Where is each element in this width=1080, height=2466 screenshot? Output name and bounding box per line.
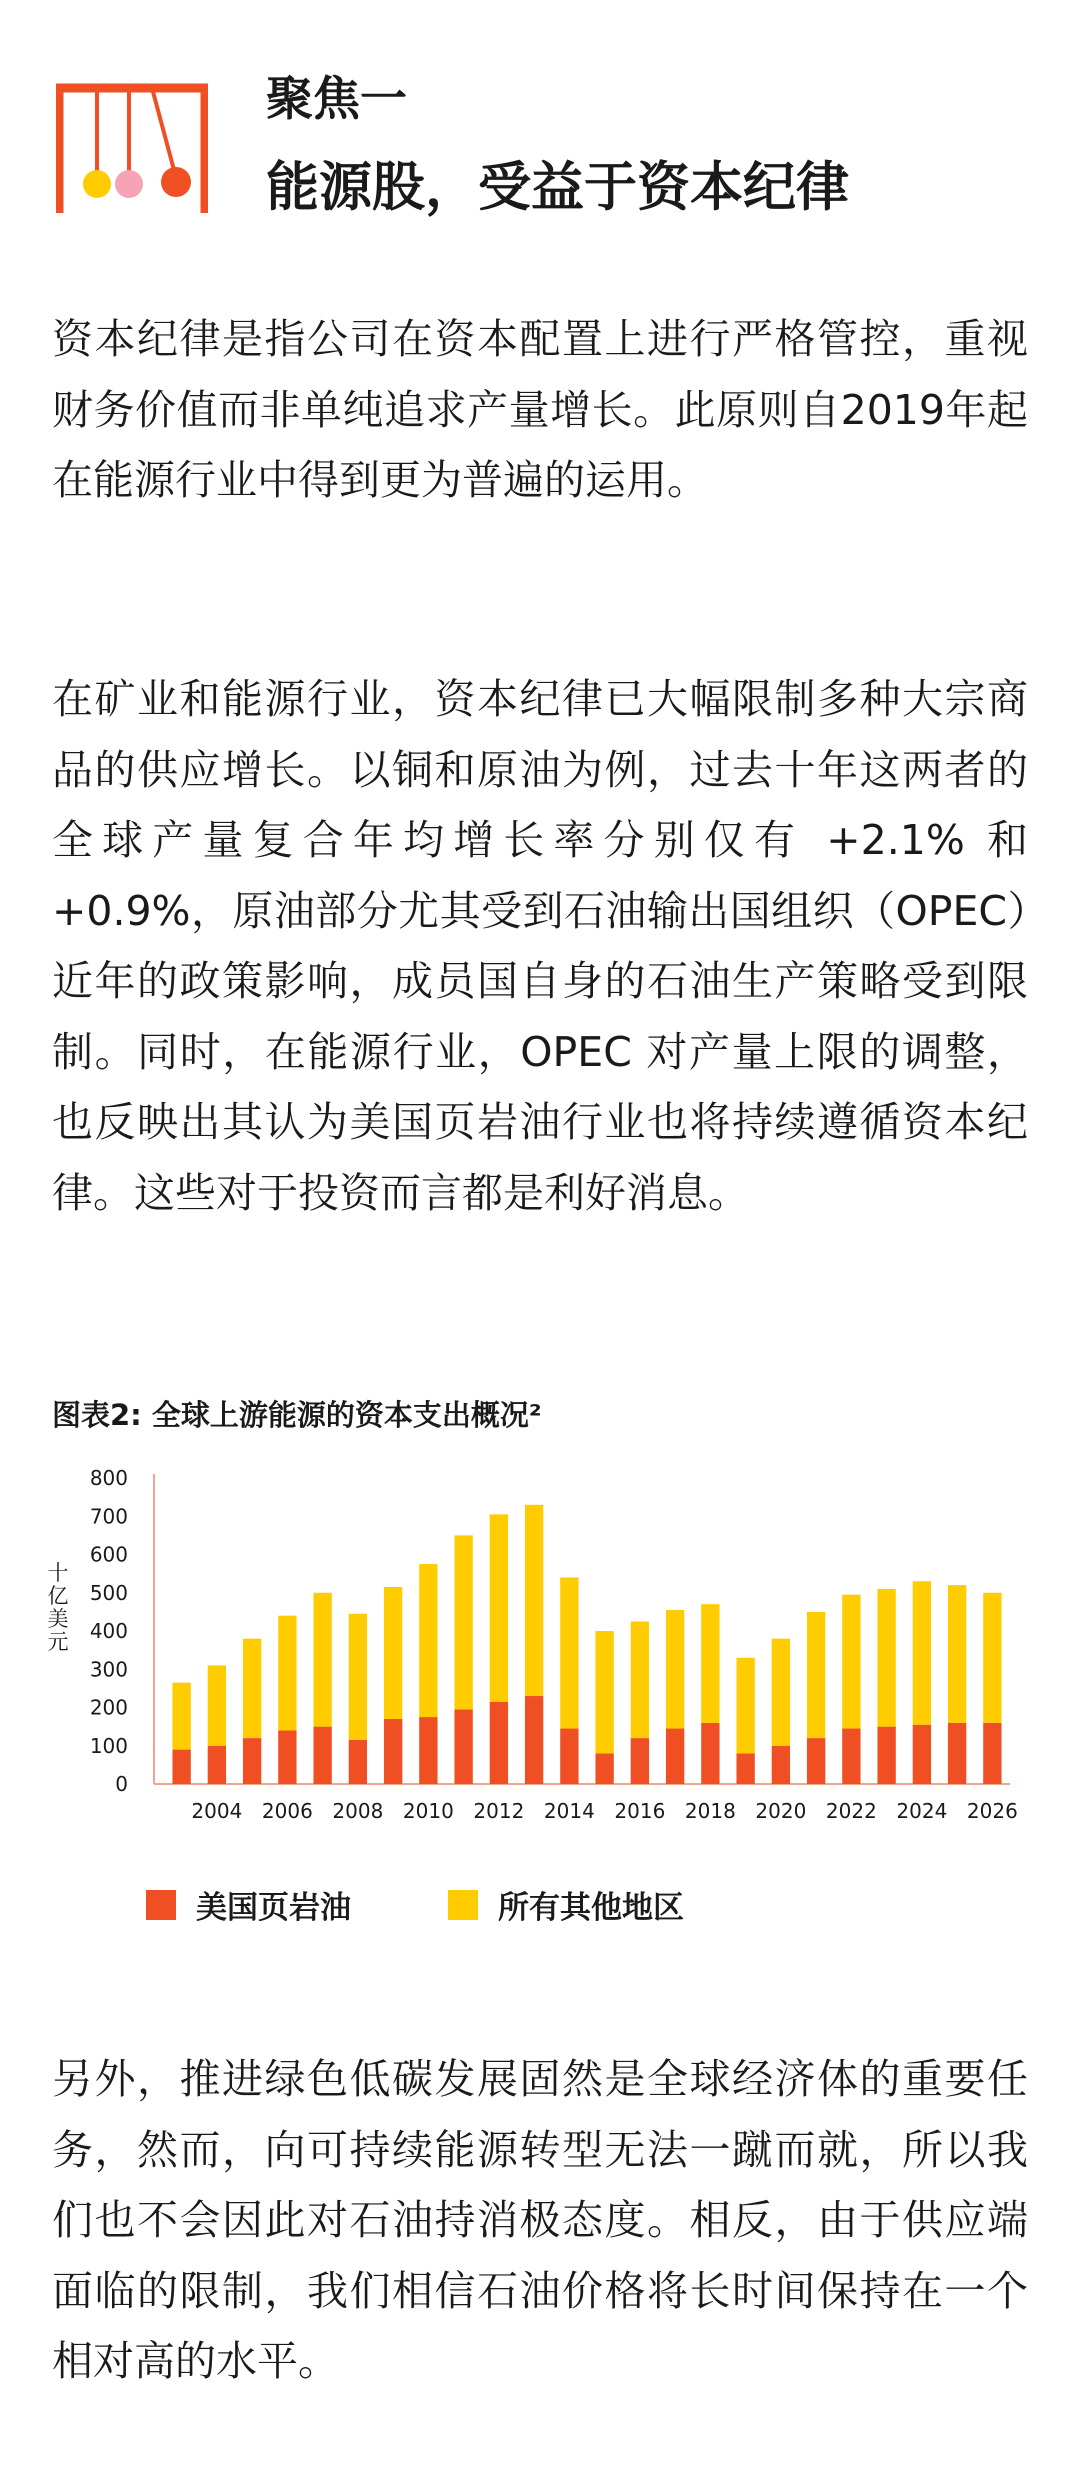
bar-other-regions bbox=[560, 1577, 578, 1728]
paragraph-capital-discipline: 资本纪律是指公司在资本配置上进行严格管控，重视财务价值而非单纯追求产量增长。此原则自2019年起在能源行业中得到更为普遍的运用。 bbox=[52, 315, 1028, 504]
bar-other-regions bbox=[525, 1505, 543, 1696]
bar-us-shale bbox=[560, 1729, 578, 1784]
bar-other-regions bbox=[278, 1616, 296, 1731]
bar-other-regions bbox=[701, 1604, 719, 1723]
bar-other-regions bbox=[948, 1585, 966, 1723]
y-tick-label: 0 bbox=[115, 1772, 128, 1796]
bar-us-shale bbox=[419, 1717, 437, 1784]
bar-other-regions bbox=[349, 1614, 367, 1740]
bar-us-shale bbox=[983, 1723, 1001, 1784]
legend-swatch-other-regions bbox=[448, 1890, 478, 1920]
x-tick-label: 2006 bbox=[261, 1799, 313, 1823]
bar-us-shale bbox=[454, 1709, 472, 1784]
bar-us-shale bbox=[490, 1702, 508, 1784]
bar-other-regions bbox=[736, 1658, 754, 1754]
y-tick-label: 300 bbox=[89, 1657, 128, 1682]
bar-us-shale bbox=[913, 1725, 931, 1784]
y-tick-label: 400 bbox=[89, 1619, 128, 1643]
bar-other-regions bbox=[419, 1564, 437, 1717]
y-tick-label: 800 bbox=[89, 1468, 128, 1490]
bar-us-shale bbox=[842, 1729, 860, 1784]
capex-bar-chart bbox=[40, 1468, 1040, 1848]
bar-other-regions bbox=[172, 1683, 190, 1750]
legend-label-other-regions: 所有其他地区 bbox=[498, 1890, 684, 1926]
bar-us-shale bbox=[736, 1753, 754, 1784]
x-tick-label: 2020 bbox=[755, 1799, 807, 1823]
bar-other-regions bbox=[631, 1621, 649, 1738]
chart-title: 图表2: 全球上游能源的资本支出概况² bbox=[52, 1398, 542, 1432]
bar-other-regions bbox=[313, 1593, 331, 1727]
x-tick-label: 2004 bbox=[191, 1799, 243, 1823]
bar-us-shale bbox=[701, 1723, 719, 1784]
bar-other-regions bbox=[807, 1612, 825, 1738]
y-tick-label: 100 bbox=[89, 1733, 128, 1758]
bar-us-shale bbox=[666, 1729, 684, 1784]
section-heading bbox=[266, 60, 849, 228]
legend-item-us-shale bbox=[146, 1882, 351, 1927]
bar-us-shale bbox=[772, 1746, 790, 1784]
x-tick-label: 2012 bbox=[473, 1799, 525, 1823]
y-tick-label: 700 bbox=[89, 1504, 128, 1529]
bar-us-shale bbox=[631, 1738, 649, 1784]
bar-other-regions bbox=[983, 1593, 1001, 1723]
x-tick-label: 2022 bbox=[825, 1799, 877, 1823]
bar-us-shale bbox=[877, 1727, 895, 1784]
x-tick-label: 2024 bbox=[896, 1799, 948, 1823]
bar-other-regions bbox=[842, 1595, 860, 1729]
y-tick-label: 600 bbox=[89, 1542, 128, 1567]
x-tick-label: 2014 bbox=[543, 1799, 595, 1823]
x-tick-label: 2010 bbox=[402, 1799, 454, 1823]
bar-other-regions bbox=[490, 1514, 508, 1701]
bar-other-regions bbox=[666, 1610, 684, 1729]
section-kicker: 聚焦一 bbox=[266, 72, 407, 127]
bar-other-regions bbox=[877, 1589, 895, 1727]
legend-label-us-shale: 美国页岩油 bbox=[196, 1890, 351, 1926]
y-tick-label: 200 bbox=[89, 1695, 128, 1720]
bar-other-regions bbox=[208, 1665, 226, 1745]
bar-us-shale bbox=[172, 1750, 190, 1784]
bar-us-shale bbox=[807, 1738, 825, 1784]
paragraph-green-transition: 另外，推进绿色低碳发展固然是全球经济体的重要任务，然而，向可持续能源转型无法一蹴而就，所以我们也不会因此对石油持消极态度。相反，由于供应端面临的限制，我们相信石油价格将长时间保持在一个相对高的水平。 bbox=[52, 2055, 1028, 2385]
bar-other-regions bbox=[772, 1639, 790, 1746]
x-tick-label: 2016 bbox=[614, 1799, 666, 1823]
x-tick-label: 2026 bbox=[966, 1799, 1018, 1823]
legend-swatch-us-shale bbox=[146, 1890, 176, 1920]
bar-us-shale bbox=[278, 1730, 296, 1784]
x-tick-label: 2008 bbox=[332, 1799, 384, 1823]
bar-us-shale bbox=[595, 1753, 613, 1784]
newtons-cradle-icon bbox=[56, 82, 208, 216]
paragraph-supply-growth: 在矿业和能源行业，资本纪律已大幅限制多种大宗商品的供应增长。以铜和原油为例，过去十年这两者的全球产量复合年均增长率分别仅有 +2.1% 和 +0.9%，原油部分尤其受到石油输出国组织（OPEC）近年的政策影响，成员国自身的石油生产策略受到限制。同时，在能源行业，OPEC 对产量上限的调整，也反映出其认为美国页岩油行业也将持续遵循资本纪律。这些对于投资而言都是利好消息。 bbox=[52, 675, 1028, 1217]
y-tick-label: 500 bbox=[89, 1580, 128, 1605]
legend-item-other-regions bbox=[448, 1882, 684, 1927]
bar-us-shale bbox=[384, 1719, 402, 1784]
bar-us-shale bbox=[208, 1746, 226, 1784]
x-tick-label: 2018 bbox=[684, 1799, 736, 1823]
bar-other-regions bbox=[913, 1581, 931, 1724]
bar-us-shale bbox=[948, 1723, 966, 1784]
bar-us-shale bbox=[349, 1740, 367, 1784]
y-axis-label: 十亿美元 bbox=[47, 1561, 69, 1654]
bar-other-regions bbox=[595, 1631, 613, 1753]
bar-us-shale bbox=[525, 1696, 543, 1784]
bar-us-shale bbox=[243, 1738, 261, 1784]
bar-other-regions bbox=[454, 1535, 472, 1709]
bar-us-shale bbox=[313, 1727, 331, 1784]
bar-other-regions bbox=[384, 1587, 402, 1719]
section-title: 能源股，受益于资本纪律 bbox=[266, 157, 849, 218]
bar-other-regions bbox=[243, 1639, 261, 1738]
